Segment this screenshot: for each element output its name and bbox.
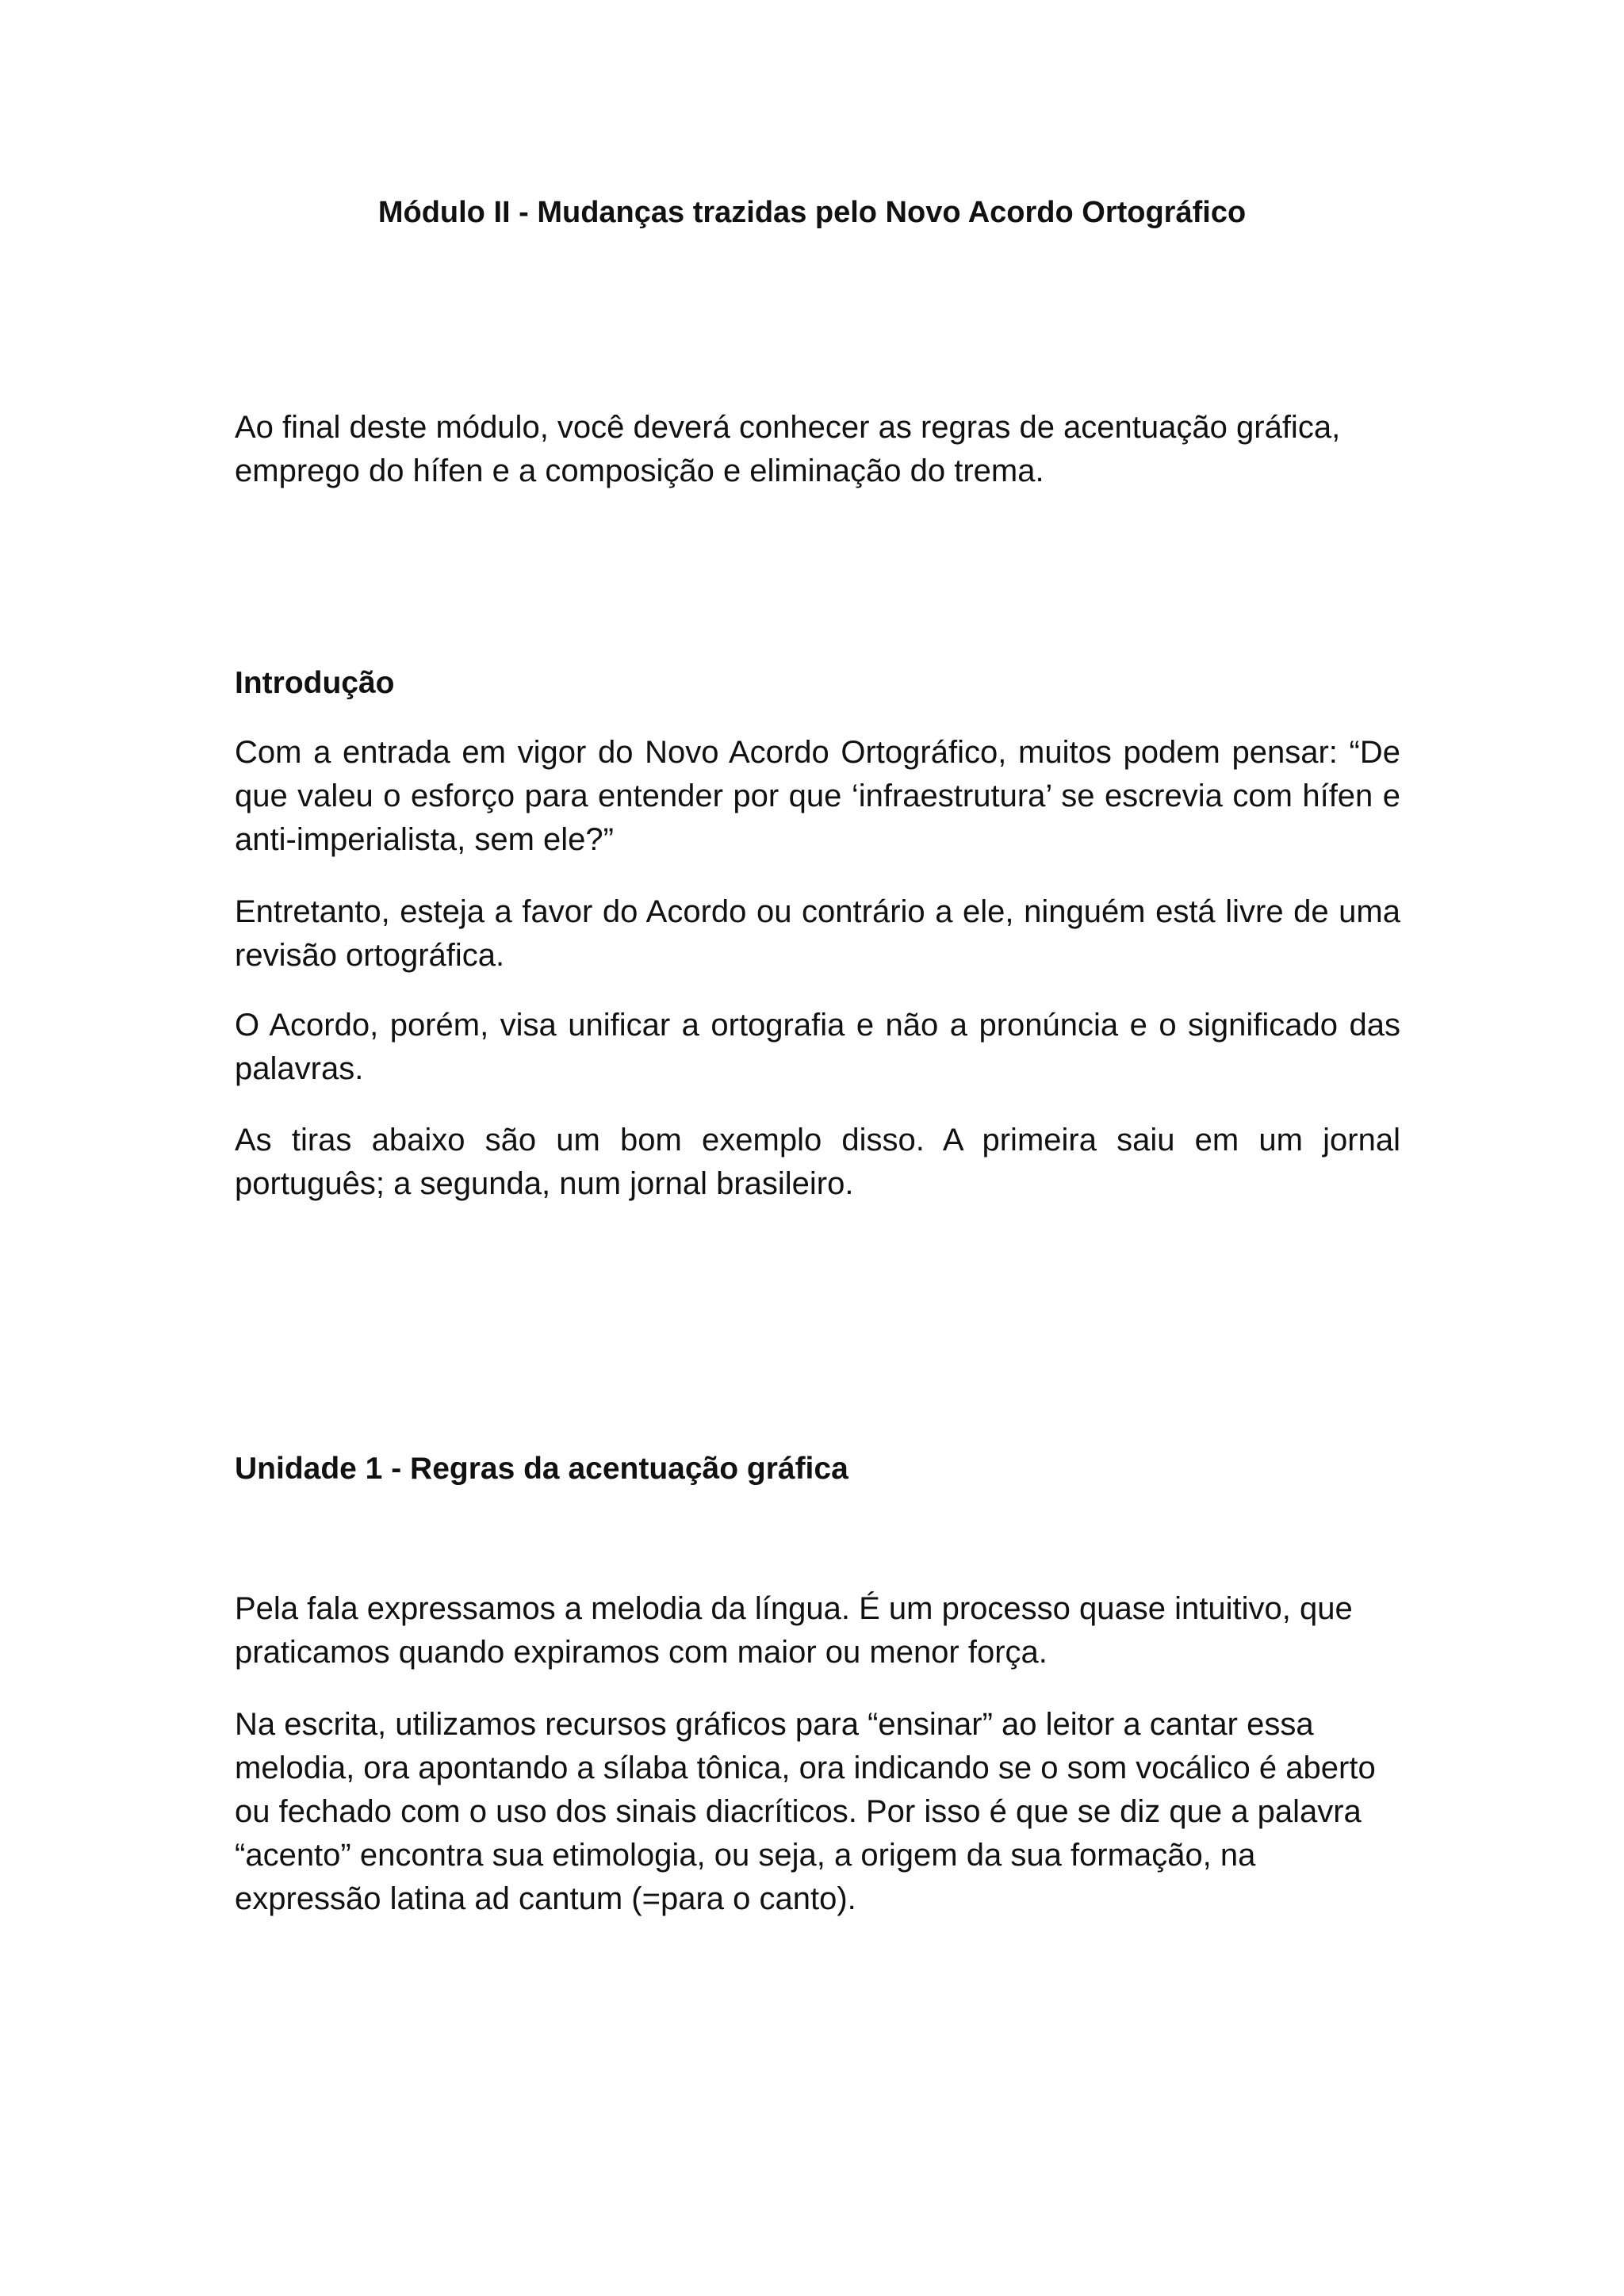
introduction-paragraph-3: O Acordo, porém, visa unificar a ortografia e não a pronúncia e o significado das palavras. [235, 1008, 1400, 1086]
page-title: Módulo II - Mudanças trazidas pelo Novo Acordo Ortográfico [377, 196, 1247, 229]
introduction-paragraph-4: As tiras abaixo são um bom exemplo disso. A primeira saiu em um jornal português; a segunda, num jornal brasileiro. [235, 1123, 1400, 1201]
unit1-paragraph-2: Na escrita, utilizamos recursos gráficos para “ensinar” ao leitor a cantar essa melodia, ora apontando a sílaba tônica, ora indicando se o som vocálico é aberto ou fechado com o uso dos sinais diacríticos. Por isso é que se diz que a palavra “acento” encontra sua etimologia, ou seja, a origem da sua formação, na expressão latina ad cantum (=para o canto). [235, 1707, 1376, 1916]
introduction-paragraph-1: Com a entrada em vigor do Novo Acordo Ortográfico, muitos podem pensar: “De que valeu o esforço para entender por que ‘infraestrutura’ se escrevia com hífen e anti-imperialista, sem ele?” [235, 735, 1400, 857]
introduction-heading: Introdução [235, 666, 395, 700]
introduction-paragraph-2: Entretanto, esteja a favor do Acordo ou contrário a ele, ninguém está livre de uma revisão ortográfica. [235, 894, 1400, 973]
unit1-paragraph-1: Pela fala expressamos a melodia da língua. É um processo quase intuitivo, que praticamos quando expiramos com maior ou menor força. [235, 1591, 1353, 1670]
unit1-heading: Unidade 1 - Regras da acentuação gráfica [235, 1452, 848, 1486]
module-objective: Ao final deste módulo, você deverá conhecer as regras de acentuação gráfica, emprego do hífen e a composição e eliminação do trema. [235, 410, 1341, 488]
